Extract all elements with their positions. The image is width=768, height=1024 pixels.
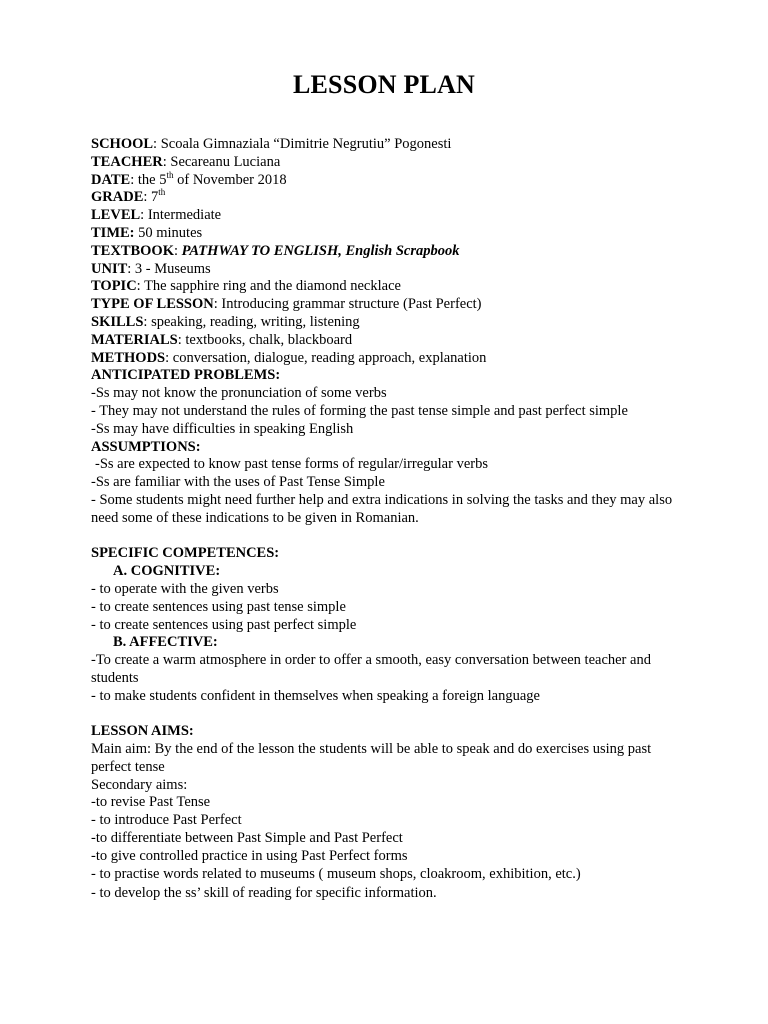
anticipated-problems-heading: ANTICIPATED PROBLEMS: (91, 367, 281, 384)
materials-line: MATERIALS: textbooks, chalk, blackboard (91, 331, 353, 348)
document-body (91, 136, 691, 903)
grade-value-sup: th (158, 187, 166, 198)
level-label: LEVEL (91, 207, 141, 224)
skills-value: speaking, reading, writing, listening (151, 313, 360, 330)
school-line: SCHOOL: Scoala Gimnaziala “Dimitrie Negrutiu” Pogonesti (91, 136, 452, 152)
materials-value: textbooks, chalk, blackboard (185, 331, 353, 348)
secondary-aim-item: -to differentiate between Past Simple and Past Perfect (91, 830, 403, 847)
textbook-line: TEXTBOOK: PATHWAY TO ENGLISH, English Scrapbook (91, 242, 460, 259)
date-value-sup: th (166, 169, 174, 180)
lesson-type-label: TYPE OF LESSON (91, 296, 214, 313)
date-line: DATE: the 5th of November 2018 (91, 169, 287, 188)
skills-line: SKILLS: speaking, reading, writing, listening (91, 313, 360, 330)
grade-line: GRADE: 7th (91, 187, 166, 206)
assumption-item: -Ss are familiar with the uses of Past Tense Simple (91, 474, 385, 491)
methods-value: conversation, dialogue, reading approach, explanation (172, 349, 487, 366)
secondary-aims-label: Secondary aims: (91, 776, 188, 793)
methods-label: METHODS (91, 349, 166, 366)
date-label: DATE (91, 171, 131, 188)
lesson-type-value: Introducing grammar structure (Past Perfect) (221, 296, 482, 313)
cognitive-item: - to create sentences using past tense simple (91, 598, 346, 615)
secondary-aim-item: -to revise Past Tense (91, 794, 211, 811)
secondary-aim-item: -to give controlled practice in using Past Perfect forms (91, 847, 408, 864)
time-value: 50 minutes (138, 224, 203, 241)
school-value: Scoala Gimnaziala “Dimitrie Negrutiu” Pogonesti (160, 136, 452, 152)
topic-line: TOPIC: The sapphire ring and the diamond necklace (91, 278, 401, 295)
teacher-label: TEACHER (91, 153, 163, 170)
assumption-item: -Ss are expected to know past tense forms of regular/irregular verbs (95, 456, 488, 473)
date-value-pre: the 5 (137, 171, 167, 188)
date-value-post: of November 2018 (173, 171, 287, 188)
page-title: LESSON PLAN (292, 70, 476, 99)
affective-heading: B. AFFECTIVE: (113, 634, 218, 651)
grade-value: 7 (151, 189, 159, 206)
textbook-label: TEXTBOOK (91, 242, 174, 259)
grade-label: GRADE (91, 189, 144, 206)
cognitive-item: - to create sentences using past perfect simple (91, 616, 357, 633)
main-aim: Main aim: By the end of the lesson the students will be able to speak and do exercises using past perfect tense (91, 741, 652, 775)
problem-item: - They may not understand the rules of forming the past tense simple and past perfect simple (91, 402, 628, 419)
methods-line: METHODS: conversation, dialogue, reading approach, explanation (91, 349, 487, 366)
secondary-aim-item: - to develop the ss’ skill of reading for specific information. (91, 885, 437, 902)
teacher-value: Secareanu Luciana (170, 153, 281, 170)
specific-competences-heading: SPECIFIC COMPETENCES: (91, 545, 280, 562)
spacer (91, 706, 691, 724)
affective-item: - to make students confident in themselves when speaking a foreign language (91, 687, 540, 704)
time-line (91, 225, 691, 243)
problem-item: -Ss may not know the pronunciation of some verbs (91, 385, 387, 402)
unit-label: UNIT (91, 260, 128, 277)
unit-value: 3 - Museums (134, 260, 211, 277)
secondary-aim-item: - to practise words related to museums ( museum shops, cloakroom, exhibition, etc.) (91, 865, 581, 882)
lesson-aims-heading: LESSON AIMS: (91, 723, 194, 740)
cognitive-item: - to operate with the given verbs (91, 580, 279, 597)
time-label: TIME: (91, 224, 135, 241)
unit-line: UNIT: 3 - Museums (91, 260, 211, 277)
lesson-type-line: TYPE OF LESSON: Introducing grammar structure (Past Perfect) (91, 296, 482, 313)
level-value: Intermediate (147, 207, 222, 224)
school-label: SCHOOL (91, 136, 154, 152)
teacher-line: TEACHER: Secareanu Luciana (91, 153, 281, 170)
secondary-aim-item: - to introduce Past Perfect (91, 812, 242, 829)
skills-label: SKILLS (91, 313, 144, 330)
topic-value: The sapphire ring and the diamond necklace (144, 278, 401, 295)
cognitive-heading: A. COGNITIVE: (113, 563, 221, 580)
textbook-value: PATHWAY TO ENGLISH, English Scrapbook (181, 242, 460, 259)
assumption-item: - Some students might need further help and extra indications in solving the tasks and they may also need some of these indications to be given in Romanian. (91, 491, 673, 526)
materials-label: MATERIALS (91, 331, 178, 348)
problem-item: -Ss may have difficulties in speaking English (91, 420, 354, 437)
affective-item: -To create a warm atmosphere in order to offer a smooth, easy conversation between teacher and students (91, 652, 651, 686)
spacer (91, 528, 691, 546)
level-line: LEVEL: Intermediate (91, 207, 222, 224)
assumptions-heading: ASSUMPTIONS: (91, 438, 201, 455)
topic-label: TOPIC (91, 278, 137, 295)
